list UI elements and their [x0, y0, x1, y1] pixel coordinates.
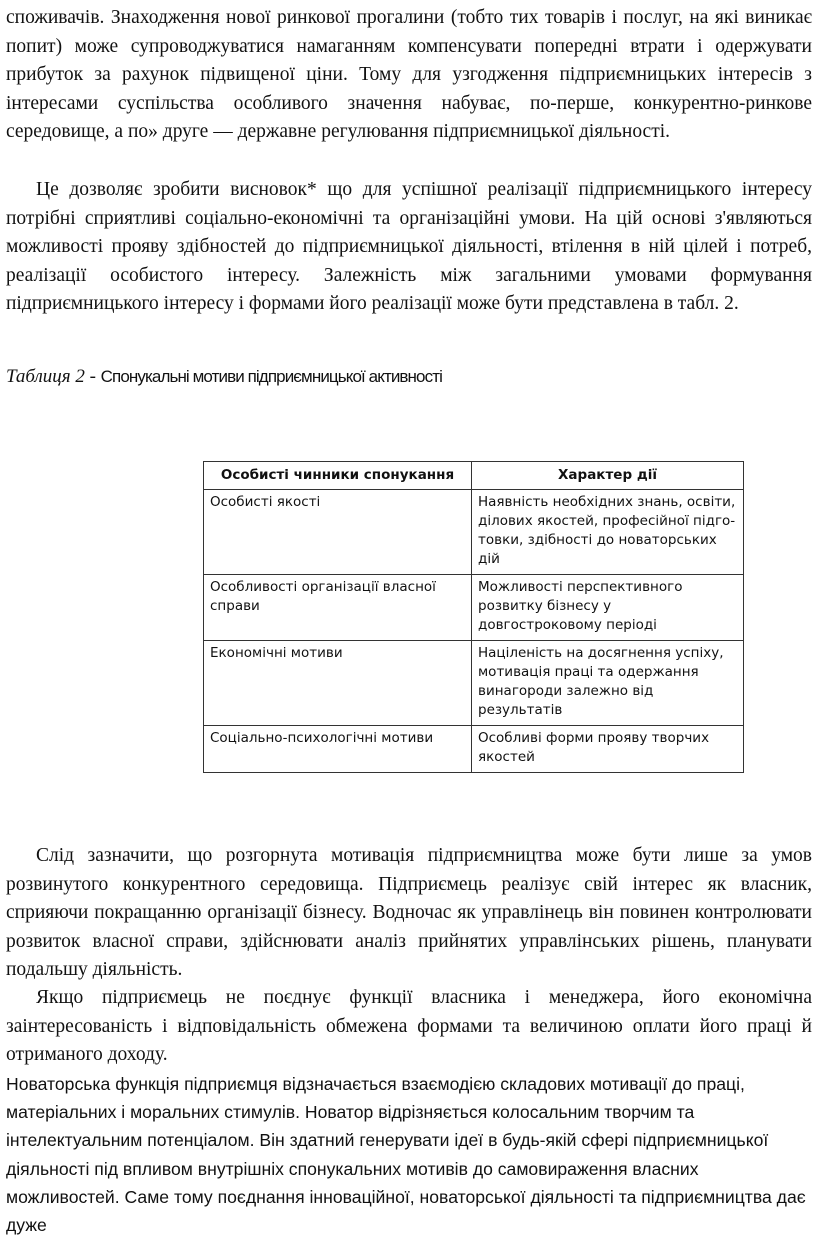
table-cell-factor: Особисті якості — [204, 490, 472, 575]
paragraph-1: споживачів. Знаходження нової ринкової прогалини (тобто тих товарів і послуг, на які виникає попит) може супроводжуватися намаганням компенсувати попередні втрати і одержувати прибуток за рахунок підвищеної ціни. Тому для узгодження підприємницьких інтересів з інтересами суспільства особливого значення набуває, по-перше, конкурентно-ринкове середовище, а по» друге — державне регулювання підприємницької діяльності. — [6, 7, 812, 143]
table-cell-factor: Особливості організації власної справи — [204, 575, 472, 641]
table-cell-factor: Соціально-психологічні мотиви — [204, 726, 472, 773]
table-header-row — [204, 462, 744, 490]
paragraph-4: Якщо підприємець не поєднує функції власника і менеджера, його економічна заінтересованість і відповідальність обмежена формами та величиною оплати його праці й отриманого доходу. — [6, 987, 812, 1066]
table-row — [204, 641, 744, 726]
table-cell-action: Наявність необхідних знань, освіти, ділових якостей, професійної підго-товки, здібності до новаторських дій — [472, 490, 744, 575]
header-nature-of-action: Характер дії — [472, 462, 744, 490]
paragraph-5: Новаторська функція підприємця відзначається взаємодією складових мотивації до праці, матеріальних і моральних стимулів. Новатор відрізняється колосальним творчим та інтелектуальним потенціалом. Він здатний генерувати ідеї в будь-якій сфері підприємницької діяльності під впливом внутрішніх спонукальних мотивів до самовираження власних можливостей. Саме тому поєднання інноваційної, новаторської діяльності та підприємництва дає дуже — [6, 1074, 806, 1236]
motives-table — [203, 461, 744, 773]
table-row — [204, 490, 744, 575]
table-caption-title: Спонукальні мотиви підприємницької активності — [100, 367, 442, 386]
table-caption-number: Таблиця 2 — [6, 366, 85, 387]
table-caption-separator: - — [84, 366, 101, 387]
table-row — [204, 726, 744, 773]
paragraph-3: Слід зазначити, що розгорнута мотивація підприємництва може бути лише за умов розвинутого конкурентного середовища. Підприємець реалізує свій інтерес як власник, сприяючи покращанню організації бізнесу. Водночас як управлінець він повинен контролювати розвиток власної справи, здійснювати аналіз прийнятих управлінських рішень, планувати подальшу діяльність. — [6, 845, 812, 981]
table-caption — [6, 366, 442, 388]
table-cell-action: Особливі форми прояву творчих якостей — [472, 726, 744, 773]
table-cell-factor: Економічні мотиви — [204, 641, 472, 726]
header-personal-factors: Особисті чинники спонукання — [204, 462, 472, 490]
table-cell-action: Націленість на досягнення успіху, мотивація праці та одержання винагороди залежно від результатів — [472, 641, 744, 726]
table-cell-action: Можливості перспективного розвитку бізнесу у довгостроковому періоді — [472, 575, 744, 641]
table-row — [204, 575, 744, 641]
paragraph-2: Це дозволяє зробити висновок* що для успішної реалізації підприємницького інтересу потрібні сприятливі соціально-економічні та організаційні умови. На цій основі з'являються можливості прояву здібностей до підприємницької діяльності, втілення в ній цілей і потреб, реалізації особистого інтересу. Залежність між загальними умовами формування підприємницького інтересу і формами його реалізації може бути представлена в табл. 2. — [6, 179, 812, 315]
